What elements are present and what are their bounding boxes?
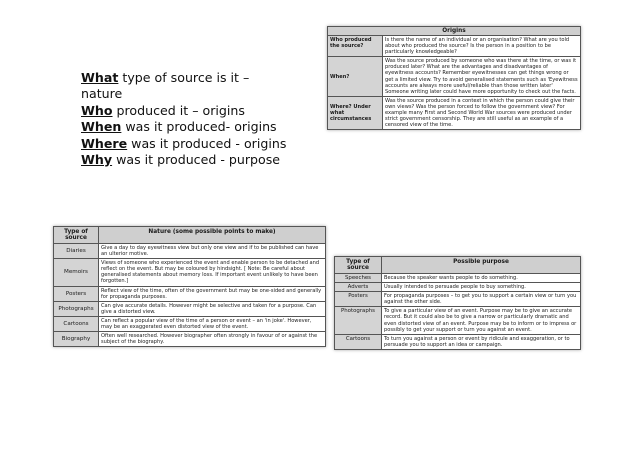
intro-line-nature: nature: [81, 86, 123, 102]
table-row: [335, 334, 581, 349]
purpose-text-posters: For propaganda purposes – to get you to support a certain view or turn you against the other side.: [382, 292, 581, 307]
table-row: [54, 259, 326, 286]
nature-label-memoirs: Memoirs: [54, 259, 99, 286]
nature-label-photographs: Photographs: [54, 301, 99, 316]
table-row: [54, 301, 326, 316]
purpose-text-photographs: To give a particular view of an event. Purpose may be to give an accurate record. But it could also be to give a narrow or particularly dramatic and even distorted view of an event. Purpose may be to inform or to impress or possibly to get your support or turn you against an event.: [382, 307, 581, 334]
table-row: [335, 274, 581, 283]
nature-text-photographs: Can give accurate details. However might be selective and taken for a purpose. Can give a distorted view.: [99, 301, 326, 316]
nature-text-posters: Reflect view of the time, often of the government but may be one-sided and generally for propaganda purposes.: [99, 286, 326, 301]
purpose-label-adverts: Adverts: [335, 283, 382, 292]
purpose-label-posters: Posters: [335, 292, 382, 307]
nature-text-biography: Often well researched. However biographer often strongly in favour of or against the subject of the biography.: [99, 332, 326, 347]
nature-text-diaries: Give a day to day eyewitness view but only one view and if to be published can have an ulterior motive.: [99, 244, 326, 259]
purpose-label-photographs: Photographs: [335, 307, 382, 334]
intro-line-when: When was it produced- origins: [81, 119, 277, 135]
table-row: [54, 244, 326, 259]
intro-line-why: Why was it produced - purpose: [81, 152, 281, 168]
origins-text-who: Is there the name of an individual or an organisation? What are you told about who produced the source? Is the person in a position to be particularly knowledgeable?: [383, 36, 581, 57]
nature-label-diaries: Diaries: [54, 244, 99, 259]
origins-label-who: Who produced the source?: [328, 36, 383, 57]
purpose-text-speeches: Because the speaker wants people to do something.: [382, 274, 581, 283]
purpose-label-cartoons: Cartoons: [335, 334, 382, 349]
table-row: [335, 283, 581, 292]
table-row: [328, 96, 581, 129]
nature-text-memoirs: Views of someone who experienced the event and enable person to be detached and reflect on the event. But may be coloured by hindsight. [ Note: Be careful about generalised statements about memory loss. If important event unlikely to have been forgotten.]: [99, 259, 326, 286]
purpose-table: [334, 256, 581, 350]
origins-label-where: Where? Under what circumstances: [328, 96, 383, 129]
purpose-label-speeches: Speeches: [335, 274, 382, 283]
purpose-text-cartoons: To turn you against a person or event by ridicule and exaggeration, or to persuade you to support an idea or campaign.: [382, 334, 581, 349]
nature-label-biography: Biography: [54, 332, 99, 347]
nature-header-nature: Nature (some possible points to make): [99, 227, 326, 244]
intro-line-where: Where was it produced - origins: [81, 135, 287, 151]
origins-text-where: Was the source produced in a context in which the person could give their own views? Was the person forced to follow the government view? For example many First and Second World War sources were produced under strict government censorship. They are still useful as an example of a censored view of the time.: [383, 96, 581, 129]
intro-text: [81, 70, 321, 168]
purpose-text-adverts: Usually intended to persuade people to buy something.: [382, 283, 581, 292]
origins-table: [327, 26, 581, 130]
nature-text-cartoons: Can reflect a popular view of the time of a person or event – an 'in joke'. However, may be an exaggerated even distorted view of the event.: [99, 316, 326, 331]
table-row: [54, 286, 326, 301]
purpose-header-purpose: Possible purpose: [382, 257, 581, 274]
intro-line-what: What type of source is it –: [81, 70, 250, 85]
nature-label-posters: Posters: [54, 286, 99, 301]
nature-label-cartoons: Cartoons: [54, 316, 99, 331]
nature-header-type: Type of source: [54, 227, 99, 244]
table-row: [335, 307, 581, 334]
table-row: [335, 292, 581, 307]
origins-label-when: When?: [328, 57, 383, 97]
table-row: [328, 57, 581, 97]
table-row: [54, 316, 326, 331]
origins-text-when: Was the source produced by someone who was there at the time, or was it produced later? What are the advantages and disadvantages of eyewitness accounts? Remember eyewitnesses can get things wrong or get a limited view. Try to avoid generalised statements such as 'Eyewitness accounts are always more useful/reliable than those written later' Someone writing later could have more opportunity to check out the facts.: [383, 57, 581, 97]
nature-table: [53, 226, 326, 347]
purpose-header-type: Type of source: [335, 257, 382, 274]
intro-line-who: Who produced it – origins: [81, 102, 245, 118]
table-row: [328, 36, 581, 57]
table-row: [54, 332, 326, 347]
origins-title: Origins: [328, 27, 581, 36]
